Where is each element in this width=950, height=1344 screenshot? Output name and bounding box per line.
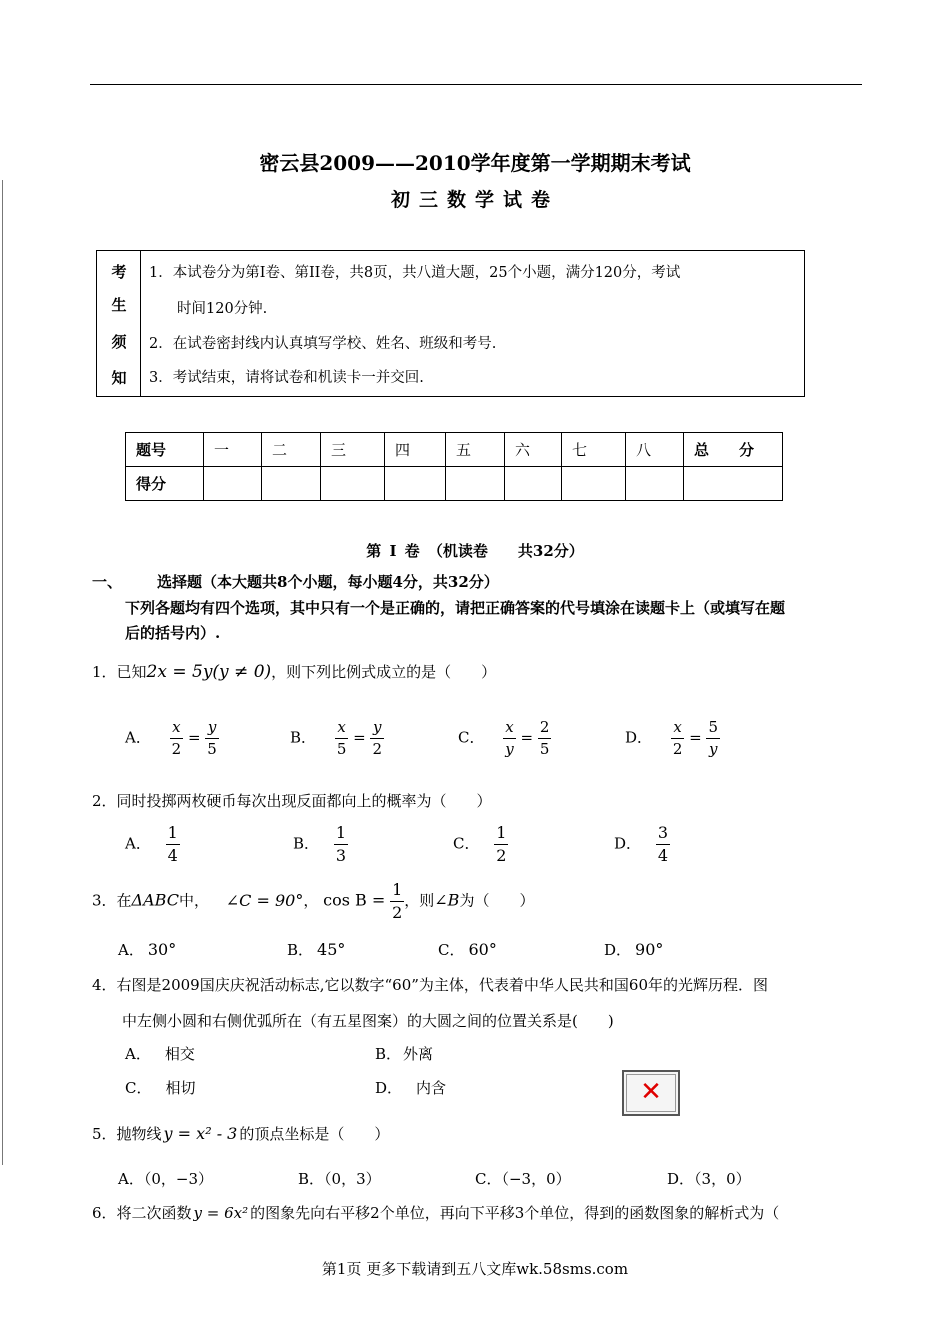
q1-option-d[interactable]: D． $\frac{x}{2}$ = $\frac{5}{y}$: [625, 718, 719, 758]
option-label: C．: [438, 941, 465, 959]
question-5-equation: y = x² - 3: [163, 1124, 238, 1143]
score-col-7: 七: [562, 433, 626, 467]
fraction-num: 1: [166, 825, 180, 845]
option-label: D．: [375, 1079, 403, 1097]
option-label: C．: [475, 1170, 502, 1188]
fraction-num: y: [370, 720, 384, 739]
q1-option-c[interactable]: C． $\frac{x}{y}$ = $\frac{2}{5}$: [458, 718, 550, 758]
q4-option-d[interactable]: [375, 1077, 446, 1098]
score-col-2: 二: [262, 433, 321, 467]
option-label: A．: [118, 941, 144, 959]
score-cell[interactable]: [626, 467, 684, 501]
page-footer: 第1页 更多下载请到五八文库wk.58sms.com: [321, 1260, 629, 1278]
option-label: A．: [125, 834, 151, 853]
option-label: D．: [667, 1170, 695, 1188]
question-3: [92, 882, 534, 921]
option-value: （0，3）: [324, 1170, 381, 1188]
score-cell[interactable]: [262, 467, 321, 501]
question-3-triangle: ΔABC: [131, 890, 179, 910]
section-number: 一、: [92, 573, 123, 591]
question-5-prefix: 5．抛物线: [92, 1125, 162, 1143]
option-label: B．: [290, 728, 317, 747]
question-3-mid: 中，: [178, 891, 209, 910]
option-value: 30°: [147, 940, 177, 959]
option-label: C．: [458, 728, 485, 747]
notice-heading: [97, 251, 141, 396]
fraction-num: 2: [538, 720, 552, 739]
score-col-5: 五: [446, 433, 505, 467]
score-table: [125, 432, 783, 501]
notice-heading-char: 须: [111, 333, 127, 351]
score-cell[interactable]: [684, 467, 783, 501]
option-value: （3，0）: [694, 1170, 751, 1188]
binding-line: [2, 180, 3, 1165]
q2-option-d[interactable]: [614, 825, 670, 864]
fraction-den: 4: [657, 846, 668, 865]
q5-option-c[interactable]: [475, 1168, 571, 1189]
q4-option-c[interactable]: [125, 1077, 196, 1098]
fraction-num: y: [205, 720, 219, 739]
option-label: A．: [118, 1170, 144, 1188]
q2-option-b[interactable]: [293, 825, 348, 864]
question-6-prefix: 6．将二次函数: [92, 1204, 192, 1222]
notice-heading-char: 知: [111, 369, 127, 387]
q3-option-c[interactable]: [438, 939, 497, 960]
question-1: [92, 661, 496, 682]
fraction-num: 3: [656, 825, 670, 845]
notice-item-1: 1．本试卷分为第Ⅰ卷、第II卷，共8页，共八道大题，25个小题，满分120分，考试: [149, 265, 681, 281]
option-label: D．: [604, 941, 632, 959]
fraction-num: 1: [390, 882, 404, 902]
question-4-line-1: 4．右图是2009国庆庆祝活动标志,它以数字“60”为主体，代表着中华人民共和国60年的光辉历程．图: [92, 976, 769, 994]
question-3-sep: ，: [303, 891, 319, 910]
option-value: 内含: [416, 1079, 447, 1097]
question-1-prefix: 1．已知: [92, 663, 147, 681]
option-value: 相交: [164, 1045, 195, 1063]
question-3-suffix1: ，则: [404, 891, 435, 910]
option-value: 60°: [468, 940, 497, 959]
option-value: 45°: [317, 940, 346, 959]
score-cell[interactable]: [321, 467, 385, 501]
fraction-num: x: [671, 720, 685, 739]
q5-option-a[interactable]: [118, 1168, 213, 1189]
question-2: 2．同时投掷两枚硬币每次出现反面都向上的概率为（ ）: [92, 792, 492, 810]
q5-option-d[interactable]: [667, 1168, 751, 1189]
notice-item-1-cont: 时间120分钟.: [177, 301, 268, 317]
question-6: [92, 1202, 779, 1223]
q1-option-b[interactable]: B． $\frac{x}{5}$ = $\frac{y}{2}$: [290, 718, 383, 758]
fraction-den: 3: [335, 846, 346, 865]
score-col-8: 八: [626, 433, 684, 467]
q4-option-b[interactable]: [375, 1043, 433, 1064]
fraction-num: 5: [706, 720, 720, 739]
fraction-num: x: [503, 720, 515, 739]
question-5-suffix: 的顶点坐标是（ ）: [239, 1125, 390, 1143]
fraction-den: 2: [392, 903, 403, 922]
option-value: 90°: [635, 940, 664, 959]
option-label: B．: [293, 834, 320, 853]
score-cell[interactable]: [562, 467, 626, 501]
notice-heading-char: 生: [111, 296, 127, 314]
fraction-den: y: [709, 740, 718, 758]
question-6-suffix: 的图象先向右平移2个单位，再向下平移3个单位，得到的函数图象的解析式为（: [250, 1204, 780, 1222]
score-col-6: 六: [505, 433, 562, 467]
score-cell[interactable]: [385, 467, 446, 501]
option-label: B．: [298, 1170, 325, 1188]
score-table-label-question: 题号: [126, 433, 204, 467]
q3-option-d[interactable]: [604, 939, 663, 960]
q2-option-c[interactable]: [453, 825, 508, 864]
broken-image-icon: ✕: [622, 1070, 680, 1116]
question-3-angle-b: ∠B: [434, 890, 460, 910]
fraction-den: 2: [171, 740, 182, 758]
score-table-label-score: 得分: [126, 467, 204, 501]
q5-option-b[interactable]: [298, 1168, 381, 1189]
option-label: A．: [125, 728, 151, 747]
part1-title: 第 Ⅰ 卷 （机读卷 共32分）: [366, 542, 584, 560]
notice-item-3: 3．考试结束，请将试卷和机读卡一并交回.: [149, 370, 424, 386]
score-col-total: 总 分: [684, 433, 783, 467]
instruction-line-1: 下列各题均有四个选项，其中只有一个是正确的，请把正确答案的代号填涂在读题卡上（或填写在题: [125, 599, 786, 617]
q4-option-a[interactable]: [125, 1043, 195, 1064]
question-6-equation: y = 6x²: [193, 1204, 249, 1222]
score-col-1: 一: [204, 433, 262, 467]
fraction-den: 2: [372, 740, 383, 758]
question-3-cos-b: cos B =: [323, 890, 386, 910]
option-label: C．: [453, 834, 480, 853]
option-value: （−3，0）: [501, 1170, 571, 1188]
question-4-line-2: 中左侧小圆和右侧优弧所在（有五星图案）的大圆之间的位置关系是( ): [122, 1012, 614, 1030]
fraction-den: y: [505, 740, 514, 758]
question-5: [92, 1123, 389, 1144]
score-cell[interactable]: [505, 467, 562, 501]
fraction-num: 1: [334, 825, 348, 845]
question-1-suffix: ，则下列比例式成立的是（ ）: [271, 663, 497, 681]
option-label: A．: [125, 1045, 151, 1063]
q1-option-a[interactable]: A． $\frac{x}{2}$ = $\frac{y}{5}$: [125, 718, 217, 758]
fraction-den: 2: [496, 846, 507, 865]
score-col-3: 三: [321, 433, 385, 467]
score-col-4: 四: [385, 433, 446, 467]
score-cell[interactable]: [446, 467, 505, 501]
instruction-line-2: 后的括号内）.: [125, 624, 221, 642]
exam-subtitle: 初三数学试卷: [390, 189, 559, 211]
fraction-num: x: [335, 720, 349, 739]
question-1-equation: 2x = 5y(y ≠ 0): [146, 662, 272, 682]
option-label: D．: [625, 728, 653, 747]
score-table-score-row: [126, 467, 783, 501]
fraction-den: 5: [336, 740, 347, 758]
score-table-header-row: [126, 433, 783, 467]
fraction-num: 1: [494, 825, 508, 845]
fraction-den: 5: [207, 740, 217, 758]
option-label: D．: [614, 834, 642, 853]
option-label: C．: [125, 1079, 152, 1097]
exam-title: 密云县2009——2010学年度第一学期期末考试: [259, 151, 691, 175]
section-title: 选择题（本大题共8个小题，每小题4分，共32分）: [157, 573, 499, 591]
top-rule: [90, 84, 862, 85]
fraction-num: x: [170, 720, 184, 739]
notice-heading-char: 考: [111, 263, 127, 281]
score-cell[interactable]: [204, 467, 262, 501]
option-value: 相切: [165, 1079, 196, 1097]
option-value: （0，−3）: [143, 1170, 213, 1188]
option-label: B．: [287, 941, 314, 959]
option-label: B．: [375, 1045, 402, 1063]
fraction-den: 5: [539, 740, 550, 758]
question-3-prefix: 3．在: [92, 891, 132, 910]
q2-option-a[interactable]: [125, 825, 180, 864]
question-3-angle-c: ∠C = 90°: [225, 890, 304, 910]
q3-option-b[interactable]: [287, 939, 345, 960]
question-3-suffix2: 为（ ）: [459, 891, 535, 910]
fraction-den: 2: [672, 740, 683, 758]
notice-item-2: 2．在试卷密封线内认真填写学校、姓名、班级和考号.: [149, 336, 497, 352]
candidate-notice-box: [96, 250, 805, 397]
q3-option-a[interactable]: [118, 939, 176, 960]
option-value: 外离: [403, 1045, 434, 1063]
fraction-den: 4: [167, 846, 178, 865]
